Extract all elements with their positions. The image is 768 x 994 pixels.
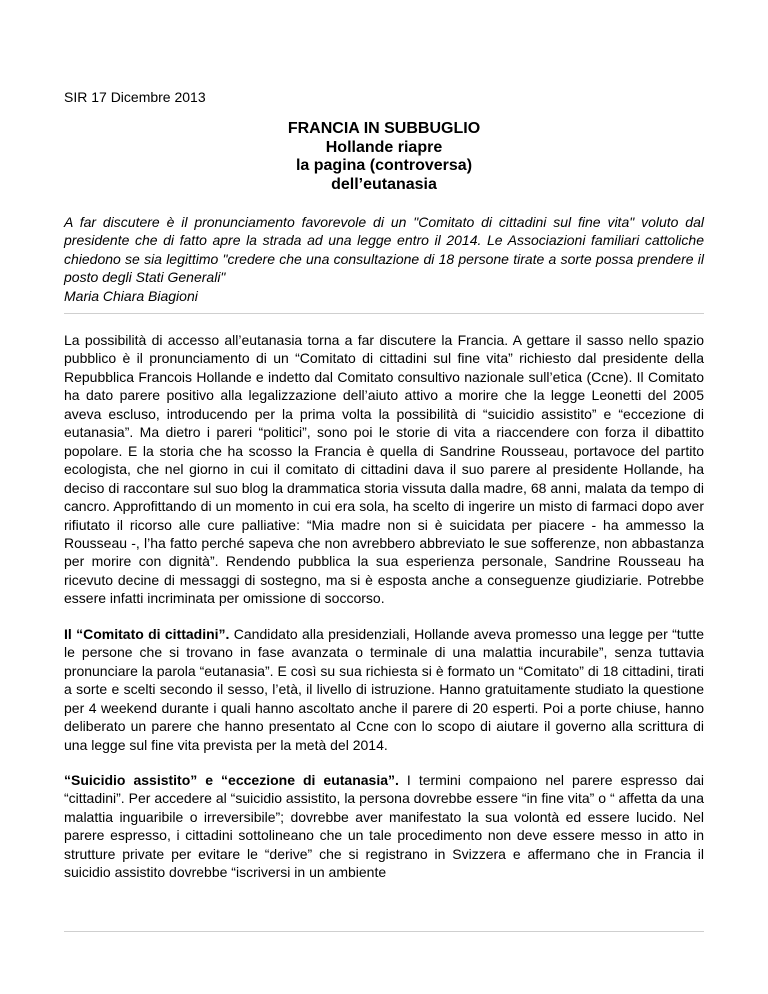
body-paragraph-2 — [64, 625, 704, 754]
article-lead — [64, 213, 704, 305]
dateline: SIR 17 Dicembre 2013 — [64, 89, 206, 105]
author-name: Maria Chiara Biagioni — [64, 287, 198, 304]
lead-text: A far discutere è il pronunciamento favorevole di un "Comitato di cittadini sul fine vita" voluto dal presidente che di fatto apre la strada ad una legge entro il 2014. Le Associazioni familiari cattoliche chiedono se sia legittimo "credere che una consultazione di 18 persone tirate a sorte possa prendere il posto degli Stati Generali" — [64, 214, 704, 286]
bottom-divider — [64, 931, 704, 932]
title-line-1: FRANCIA IN SUBBUGLIO — [287, 120, 481, 137]
body-paragraph-3 — [64, 771, 704, 882]
title-line-4: dell’eutanasia — [331, 175, 437, 193]
article-body — [64, 331, 704, 899]
article-title — [64, 120, 704, 194]
paragraph-2-text: Candidato alla presidenziali, Hollande aveva promesso una legge per “tutte le persone che si trovano in fase avanzata o terminale di una malattia incurabile”, senza tuttavia pronunciare la parola “eutanasia”. E così su sua richiesta si è formato un “Comitato” di 18 cittadini, tirati a sorte e scelti secondo il sesso, l’età, il livello di istruzione. Hanno gratuitamente studiato la questione per 4 weekend durante i quali hanno ascoltato anche il parere di 20 esperti. Poi a porte chiuse, hanno deliberato un parere che hanno presentato al Ccne con lo scopo di aiutare il governo alla scrittura di una legge sul fine vita prevista per la metà del 2014. — [64, 625, 704, 753]
body-paragraph-1: La possibilità di accesso all’eutanasia torna a far discutere la Francia. A gettare il sasso nello spazio pubblico è il pronunciamento di un “Comitato di cittadini sul fine vita” richiesto dal presidente della Repubblica Francois Hollande e indetto dal Comitato consultivo nazionale sull’etica (Ccne). Il Comitato ha dato parere positivo alla legalizzazione dell’aiuto attivo a morire che la legge Leonetti del 2005 aveva escluso, introducendo per la prima volta la possibilità di “suicidio assistito” e “eccezione di eutanasia”. Ma dietro i pareri “politici”, sono poi le storie di vita a riaccendere con forza il dibattito popolare. E la storia che ha scosso la Francia è quella di Sandrine Rousseau, portavoce del partito ecologista, che nel giorno in cui il comitato di cittadini dava il suo parere al presidente Hollande, ha deciso di raccontare sul suo blog la drammatica storia vissuta dalla madre, 68 anni, malata da tempo di cancro. Approfittando di un momento in cui era sola, ha scelto di ingerire un misto di farmaci dopo aver rifiutato il ricorso alle cure palliative: “Mia madre non si è suicidata per piacere - ha ammesso la Rousseau -, l’ha fatto perché sapeva che non avrebbero abbreviato le sue sofferenze, non abbastanza per morire con dignità”. Rendendo pubblica la sua esperienza personale, Sandrine Rousseau ha ricevuto decine di messaggi di sostegno, ma si è esposta anche a conseguenze giudiziarie. Potrebbe essere infatti incriminata per omissione di soccorso. — [64, 332, 704, 607]
paragraph-3-text: I termini compaiono nel parere espresso dai “cittadini”. Per accedere al “suicidio assistito, la persona dovrebbe essere “in fine vita” o “ affetta da una malattia inguaribile o irreversibile”; dovrebbe aver manifestato la sua volontà ed essere lucido. Nel parere espresso, i cittadini sottolineano che un tale procedimento non deve essere messo in atto in strutture private per evitare le “derive” che si registrano in Svizzera e affermano che in Francia il suicidio assistito dovrebbe “iscriversi in un ambiente — [64, 771, 704, 881]
title-line-2: Hollande riapre — [325, 138, 443, 156]
top-divider — [64, 313, 704, 314]
paragraph-2-heading: Il “Comitato di cittadini”. — [64, 625, 230, 642]
title-line-3: la pagina (controversa) — [295, 157, 473, 174]
paragraph-3-heading: “Suicidio assistito” e “eccezione di eutanasia”. — [64, 771, 399, 788]
